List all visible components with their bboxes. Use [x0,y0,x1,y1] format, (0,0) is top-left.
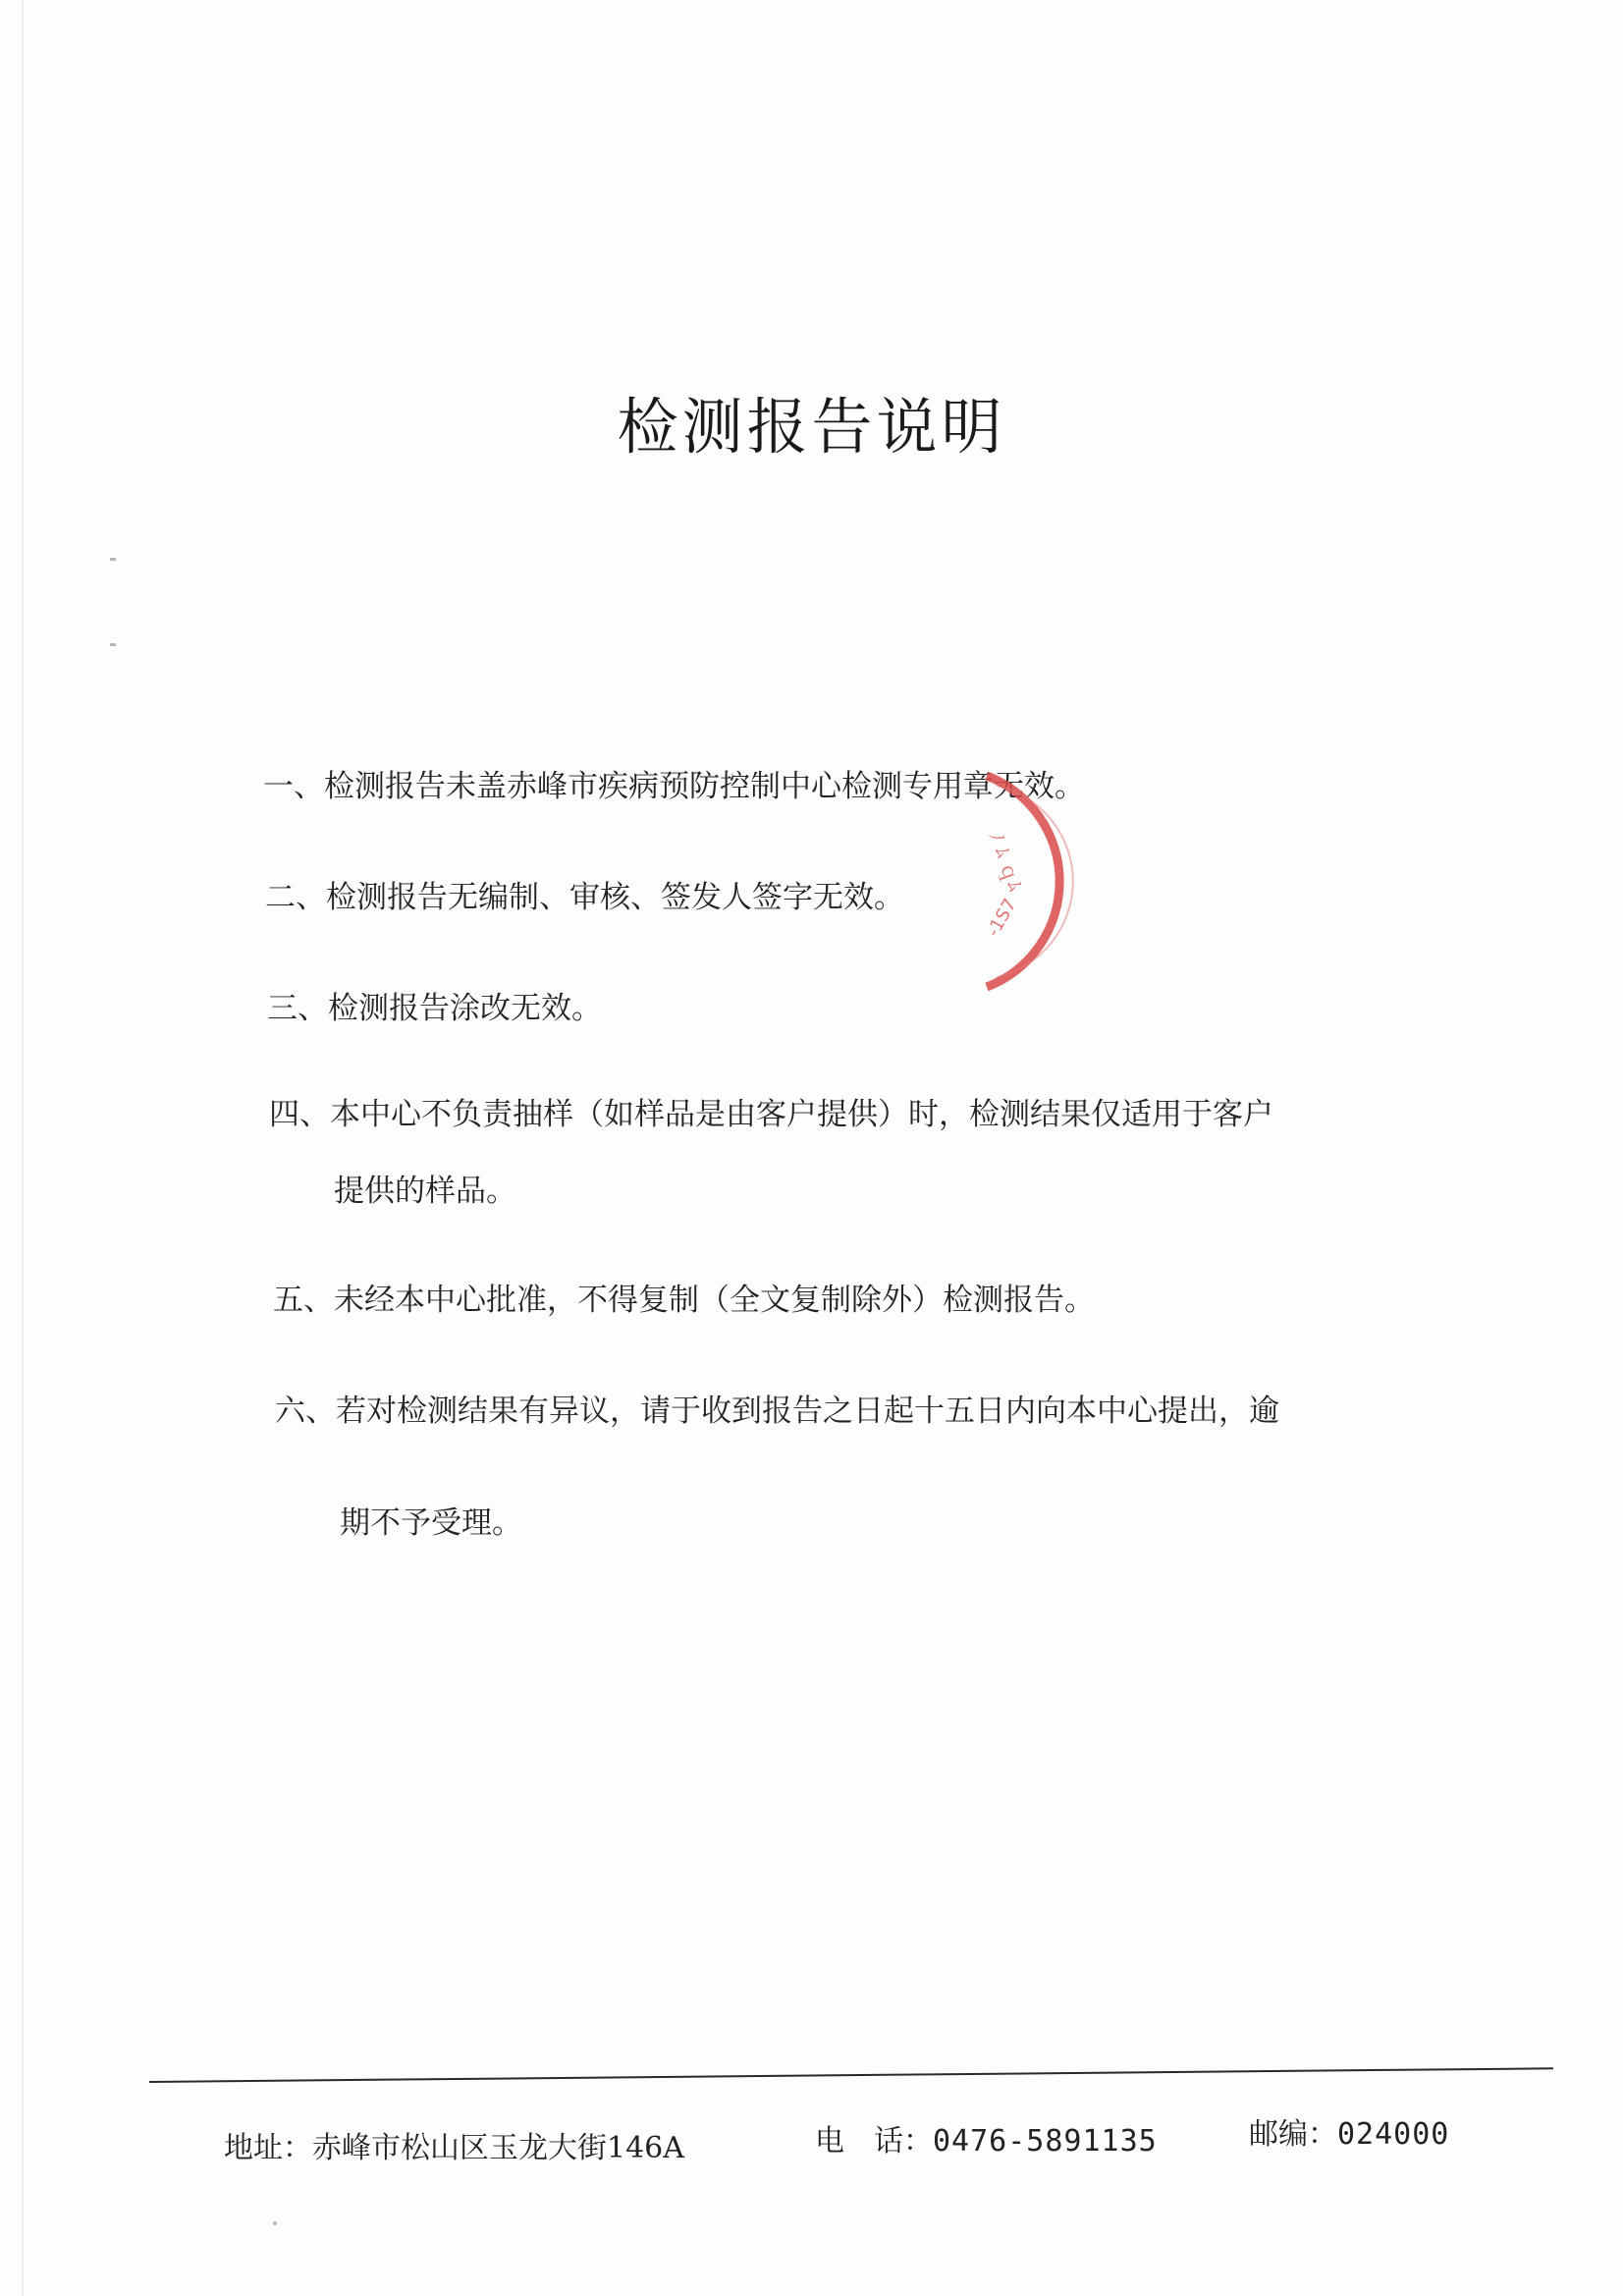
notice-item-2 [265,877,904,918]
scan-edge-shadow [22,0,24,2296]
item-number: 五、 [273,1283,334,1318]
notice-item-6-continuation: 期不予受理。 [340,1505,522,1541]
item-number: 四、 [269,1097,330,1132]
item-number: 六、 [275,1394,336,1429]
phone-label: 电 话： [815,2124,933,2159]
item-text: 检测报告涂改无效。 [328,991,602,1026]
item-text: 本中心不负责抽样（如样品是由客户提供）时，检测结果仅适用于客户 [330,1097,1273,1132]
document-title: 检测报告说明 [617,391,1006,463]
scan-speck [110,558,116,561]
footer-address [224,2123,684,2166]
footer-divider [149,2067,1553,2083]
item-number: 二、 [265,880,326,915]
item-text: 未经本中心批准，不得复制（全文复制除外）检测报告。 [334,1283,1095,1318]
notice-item-6 [275,1391,1279,1432]
item-number: 三、 [267,991,328,1026]
notice-item-1 [263,766,1085,807]
address-value: 赤峰市松山区玉龙大街146A [312,2131,684,2165]
scan-speck [273,2221,277,2225]
item-text: 检测报告无编制、审核、签发人签字无效。 [326,880,904,915]
item-text: 若对检测结果有异议，请于收到报告之日起十五日内向本中心提出，逾 [336,1394,1279,1429]
notice-item-5 [273,1280,1095,1321]
postcode-value: 024000 [1337,2117,1450,2152]
postcode-label: 邮编： [1249,2117,1337,2152]
phone-value: 0476-5891135 [933,2124,1158,2159]
notice-item-4-continuation: 提供的样品。 [334,1174,516,1209]
scan-speck [110,643,116,646]
item-text: 检测报告未盖赤峰市疾病预防控制中心检测专用章无效。 [324,769,1085,804]
official-seal-stamp [967,766,1085,1002]
footer-phone [815,2116,1158,2159]
item-number: 一、 [263,769,324,804]
notice-item-3 [267,988,602,1029]
address-label: 地址： [224,2131,312,2165]
footer-postcode [1249,2109,1449,2153]
svg-text:ﾉ ﾑ ｑﾑ: ﾉ ﾑ ｑﾑ [984,828,1028,895]
svg-text:-1S7: -1S7 [983,895,1021,941]
notice-item-4 [269,1094,1273,1135]
